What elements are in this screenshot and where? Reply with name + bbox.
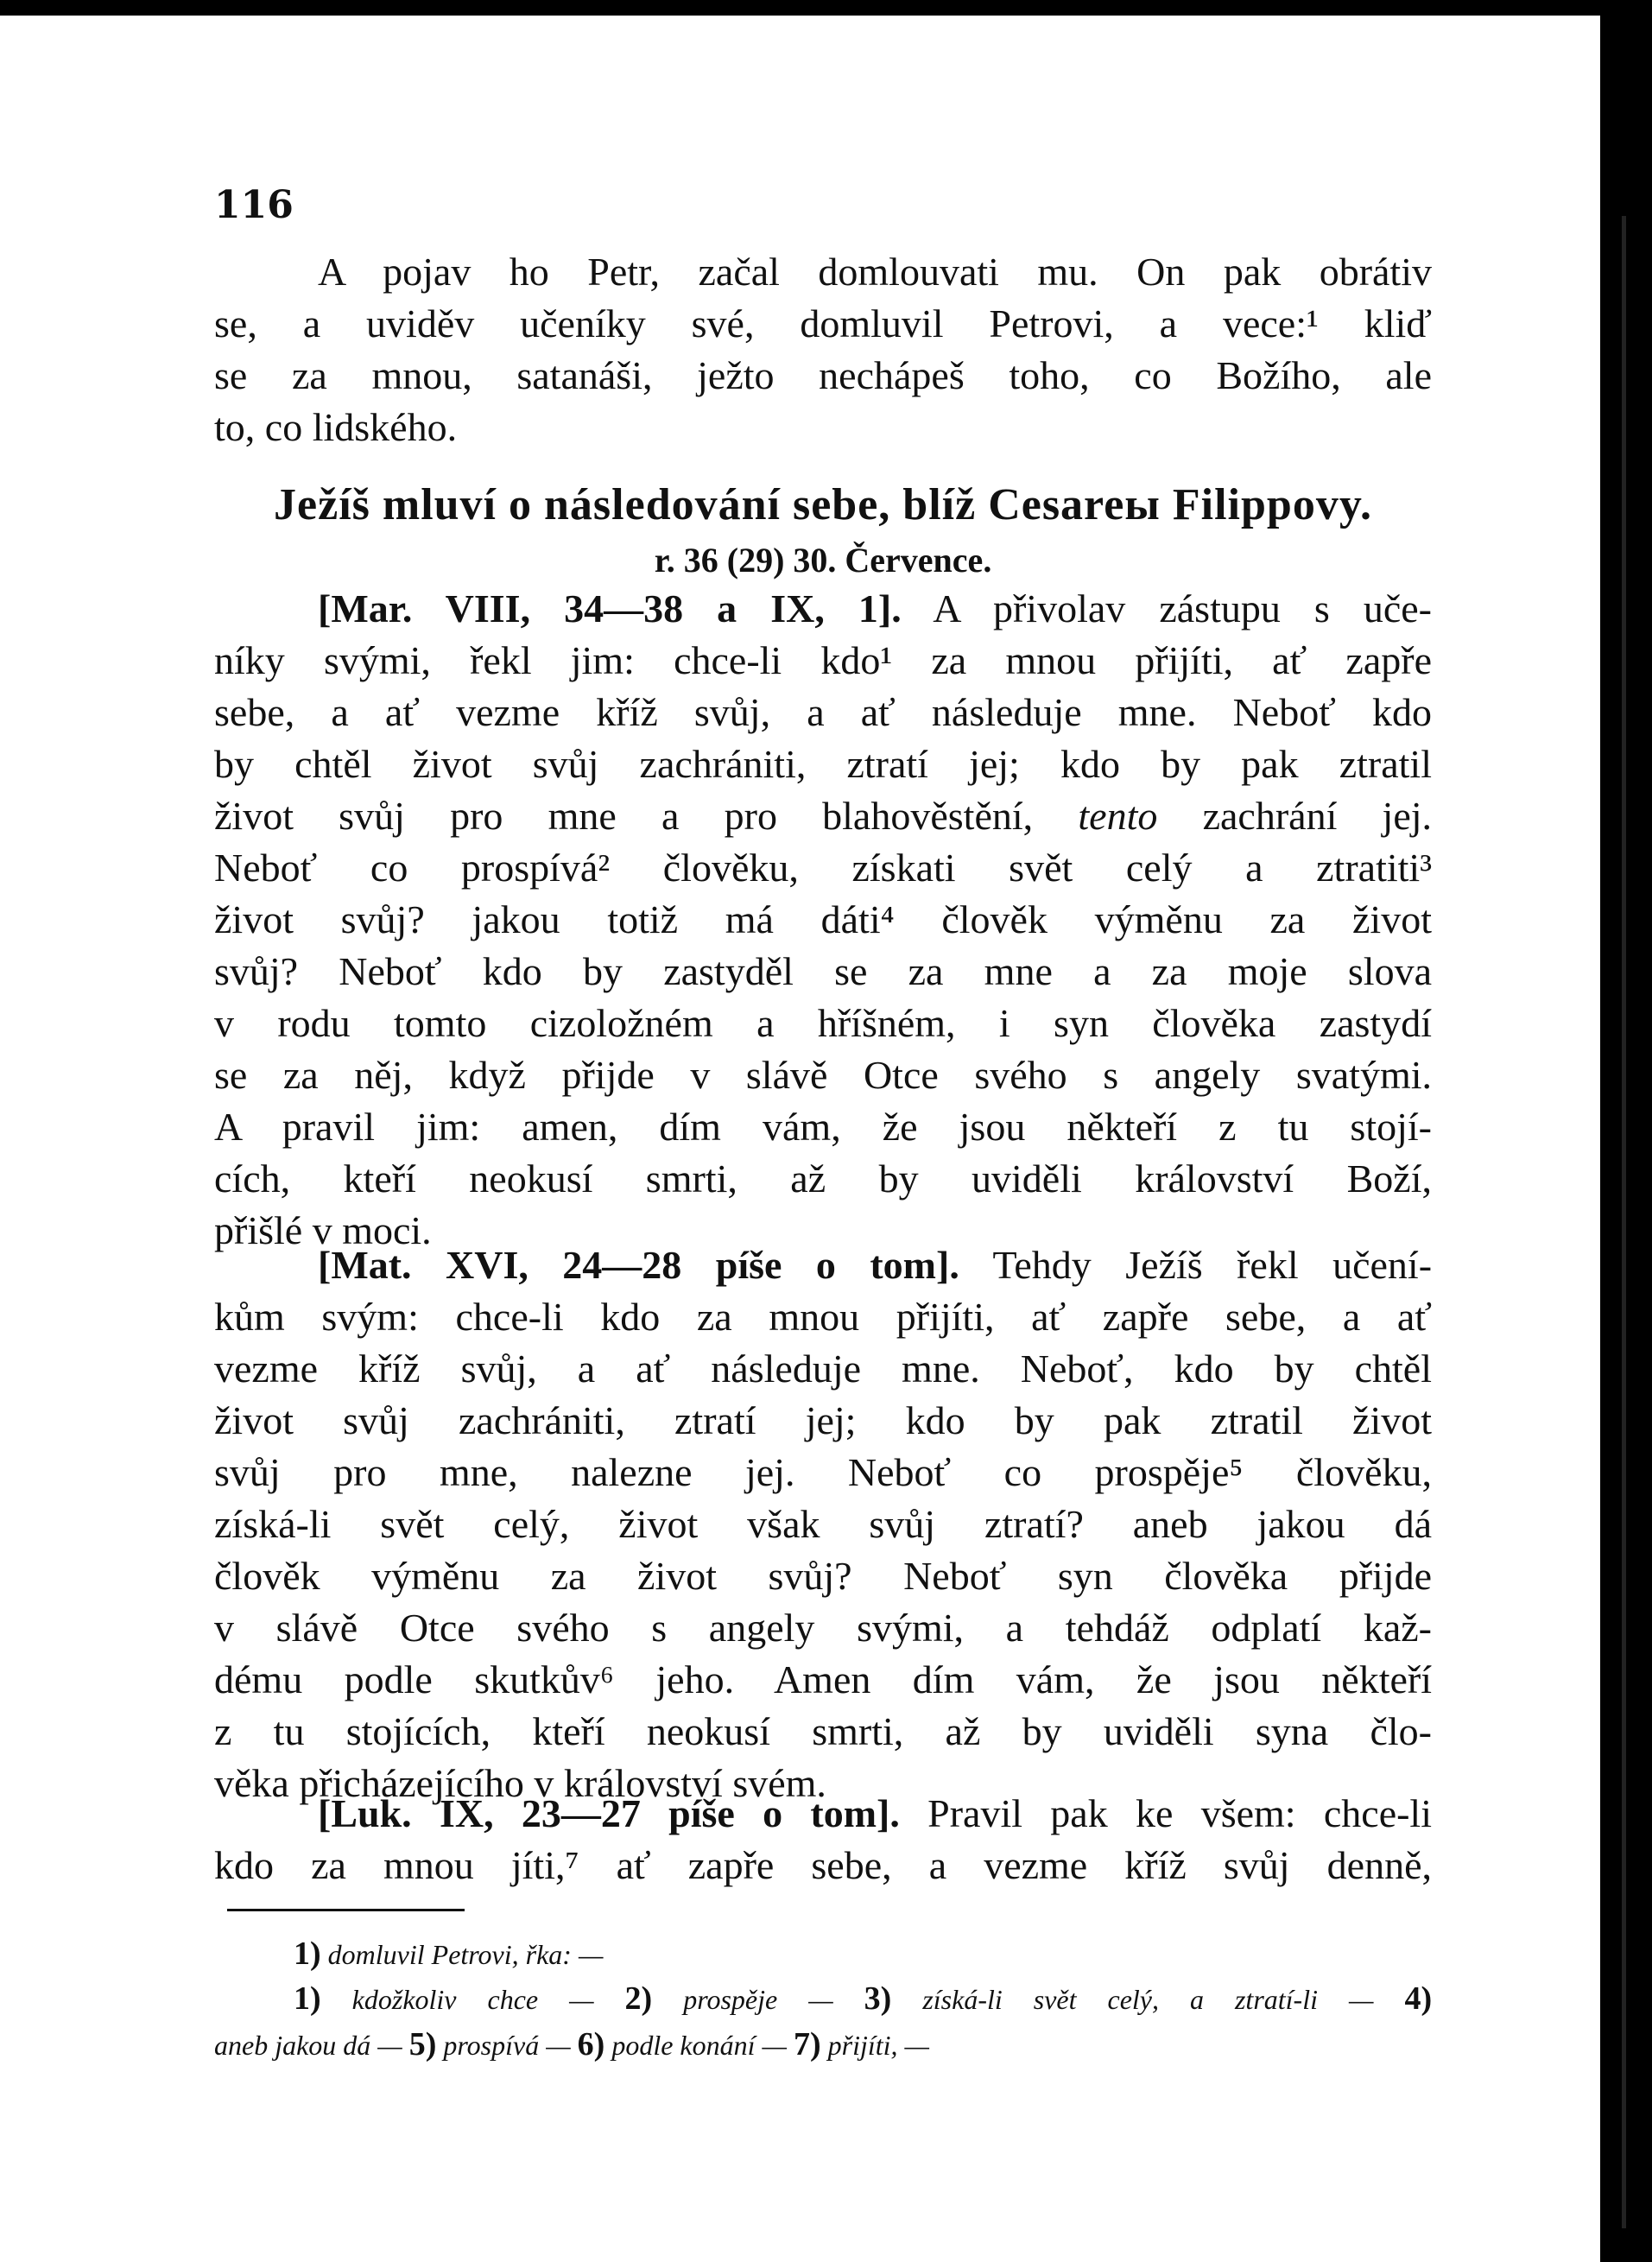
footnote-rule: [227, 1909, 465, 1911]
section-heading: Ježíš mluví o následování sebe, blíž Cesareы Filippovy.: [274, 480, 1372, 529]
text-segment: A přivolav zástupu s uče-: [933, 586, 1433, 630]
footnote-number: 7): [793, 2026, 821, 2062]
text-line: věka přicházejícího v království svém.: [214, 1761, 826, 1805]
footnote-number: 3): [864, 1980, 892, 2017]
text-segment: Tehdy Ježíš řekl učení-: [992, 1243, 1433, 1287]
footnote-text: podle konání —: [611, 2030, 787, 2061]
scripture-reference: [Luk. IX, 23—27 píše o tom].: [318, 1791, 900, 1835]
text-line: svůj pro mne, nalezne jej. Neboť co prospěje⁵ člověku,: [214, 1450, 1432, 1494]
text-line: [214, 583, 1432, 635]
footnote-text: přijíti, —: [827, 2030, 929, 2061]
text-line: život svůj? jakou totiž má dáti⁴ člověk výměnu za život: [214, 897, 1432, 941]
text-line: cích, kteří neokusí smrti, až by uviděli království Boží,: [214, 1156, 1432, 1201]
footnote-line: [214, 2025, 1432, 2063]
text-line: vezme kříž svůj, a ať následuje mne. Neboť, kdo by chtěl: [214, 1346, 1432, 1391]
footnote-number: 2): [624, 1980, 653, 2017]
text-segment: Pravil pak ke všem: chce-li: [927, 1791, 1432, 1835]
text-line: se za mnou, satanáši, ježto nechápeš toho, co Božího, ale: [214, 353, 1432, 397]
scripture-reference: [Mat. XVI, 24—28 píše o tom].: [318, 1243, 959, 1287]
scripture-reference: [Mar. VIII, 34—38 a IX, 1].: [318, 586, 902, 630]
text-line: život svůj zachrániti, ztratí jej; kdo by pak ztratil život: [214, 1398, 1432, 1442]
text-line: v slávě Otce svého s angely svými, a tehdáž odplatí kaž-: [214, 1606, 1432, 1650]
footnote-text: získá-li svět celý, a ztratí-li —: [922, 1984, 1374, 2015]
text-segment: život svůj pro mne a pro blahověstění,: [214, 794, 1034, 838]
text-segment: zachrání jej.: [1202, 794, 1433, 838]
text-line: Neboť co prospívá² člověku, získati svět celý a ztratiti³: [214, 846, 1432, 890]
text-line: se, a uviděv učeníky své, domluvil Petrovi, a vece:¹ kliď: [214, 301, 1432, 345]
text-line: sebe, a ať vezme kříž svůj, a ať následuje mne. Neboť kdo: [214, 690, 1432, 734]
text-line: A pojav ho Petr, začal domlouvati mu. On pak obrátiv: [318, 250, 1432, 294]
footnote-number: 4): [1404, 1980, 1433, 2017]
text-line: A pravil jim: amen, dím vám, že jsou někteří z tu stojí-: [214, 1105, 1432, 1149]
scan-border-right: [1600, 0, 1652, 2262]
footnote-text: prospívá —: [443, 2030, 571, 2061]
footnote-number: 6): [577, 2026, 605, 2062]
text-line: svůj? Neboť kdo by zastyděl se za mne a za moje slova: [214, 949, 1432, 993]
text-line: níky svými, řekl jim: chce-li kdo¹ za mnou přijíti, ať zapře: [214, 638, 1432, 682]
text-line: [214, 1239, 1432, 1291]
text-line: z tu stojících, kteří neokusí smrti, až by uviděli syna člo-: [214, 1709, 1432, 1753]
italic-word: tento: [1078, 794, 1158, 838]
text-line: [214, 790, 1432, 842]
text-line: získá-li svět celý, život však svůj ztratí? aneb jakou dá: [214, 1502, 1432, 1546]
text-line: [214, 1788, 1432, 1840]
footnote: [294, 1935, 603, 1973]
text-line: člověk výměnu za život svůj? Neboť syn člověka přijde: [214, 1554, 1432, 1598]
footnote-text: kdožkoliv chce —: [351, 1984, 594, 2015]
text-line: kům svým: chce-li kdo za mnou přijíti, ať zapře sebe, a ať: [214, 1295, 1432, 1339]
footnote-text: domluvil Petrovi, řka: —: [327, 1939, 604, 1970]
page-number: 116: [214, 183, 294, 227]
text-line: dému podle skutkův⁶ jeho. Amen dím vám, že jsou někteří: [214, 1657, 1432, 1701]
footnote-number: 1): [294, 1980, 321, 2017]
footnote-text: aneb jakou dá —: [214, 2030, 402, 2061]
section-date: r. 36 (29) 30. Července.: [654, 541, 992, 580]
text-line: to, co lidského.: [214, 405, 458, 449]
text-line: v rodu tomto cizoložném a hříšném, i syn člověka zastydí: [214, 1001, 1432, 1045]
footnote-text: prospěje —: [683, 1984, 833, 2015]
page-edge: [1622, 216, 1626, 2228]
text-line: přišlé v moci.: [214, 1208, 432, 1252]
footnote-number: 5): [408, 2026, 437, 2062]
text-line: by chtěl život svůj zachrániti, ztratí jej; kdo by pak ztratil: [214, 742, 1432, 786]
footnote-number: 1): [294, 1936, 321, 1972]
footnote-line: [214, 1980, 1432, 2018]
text-line: se za něj, když přijde v slávě Otce svého s angely svatými.: [214, 1053, 1432, 1097]
text-line: kdo za mnou jíti,⁷ ať zapře sebe, a vezme kříž svůj denně,: [214, 1843, 1432, 1887]
